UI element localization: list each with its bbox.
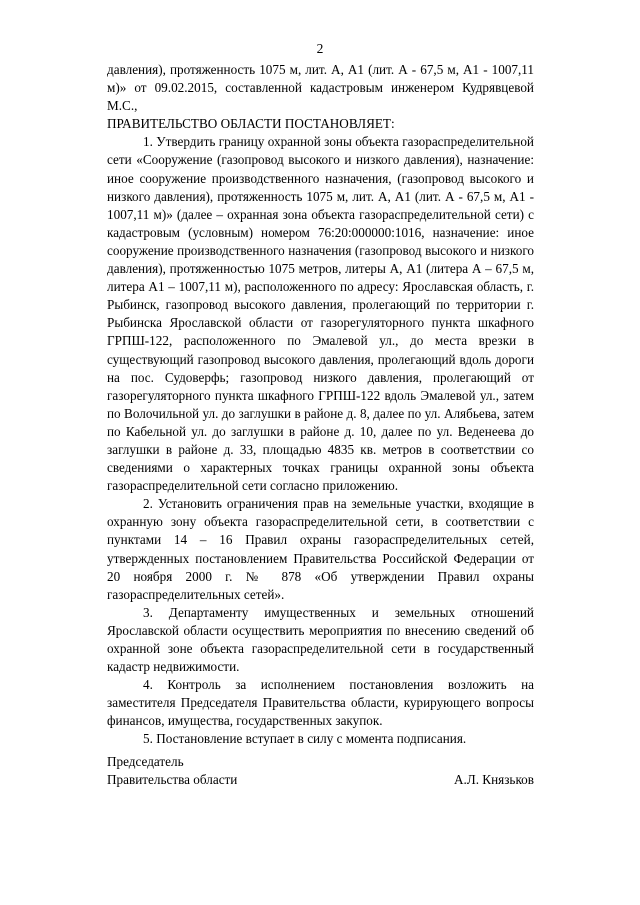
paragraph-intro: давления), протяженность 1075 м, лит. А, А1 (лит. А - 67,5 м, А1 - 1007,11 м)» от 09.02.2015, составленной кадастровым инженером Кудрявцевой М.С., [107,62,534,114]
paragraph-item-5: 5. Постановление вступает в силу с момента подписания. [143,731,467,747]
signature-block [107,753,534,789]
paragraph-resolves: ПРАВИТЕЛЬСТВО ОБЛАСТИ ПОСТАНОВЛЯЕТ: [107,116,395,132]
paragraph-item-3: 3. Департаменту имущественных и земельных отношений Ярославской области осуществить мероприятия по внесению сведений об охранной зоне объекта газораспределительной сети в государственный кадастр недвижимости. [107,604,534,675]
signature-line [107,771,534,789]
paragraph-item-4: 4. Контроль за исполнением постановления возложить на заместителя Председателя Правительства области, курирующего вопросы финансов, имущества, государственных закупок. [107,677,534,729]
page-number: 2 [316,41,324,56]
paragraph-item-2: 2. Установить ограничения прав на земельные участки, входящие в охранную зону объекта газораспределительной сети, в соответствии с пунктами 14 – 16 Правил охраны газораспределительных сетей, утвержденных постановлением Правительства Российской Федерации от 20 ноября 2000 г. № 878 «Об утверждении Правил охраны газораспределительных сетей». [107,496,534,602]
signature-title-line-2: Правительства области [107,772,238,788]
signature-name: А.Л. Князьков [453,772,534,788]
signature-title-line-1: Председатель [107,754,184,769]
paragraph-item-1: 1. Утвердить границу охранной зоны объекта газораспределительной сети «Сооружение (газопровод высокого и низкого давления), назначение: иное сооружение производственного назначения, (газопровод высокого и низкого давления), протяженность 1075 м, лит. А, А1 (лит. А - 67,5 м, А1 - 1007,11 м)» (далее – охранная зона объекта газораспределительной сети) с кадастровым (условным) номером 76:20:000000:1016, назначение: иное сооружение производственного назначения (газопровод высокого и низкого давления), протяженностью 1075 метров, литеры А, А1 (литера А – 67,5 м, литера А1 – 1007,11 м), расположенного по адресу: Ярославская область, г. Рыбинск, газопровод высокого давления, пролегающий по территории г. Рыбинска Ярославской области от газорегуляторного пункта шкафного ГРПШ-122, расположенного по Эмалевой ул., до места врезки в существующий газопровод высокого давления, пролегающий вдоль дороги на пос. Судоверфь; газопровод низкого давления, пролегающий от газорегуляторного пункта шкафного ГРПШ-122 вдоль Эмалевой ул., затем по Волочильной ул. до заглушки в районе д. 8, далее по ул. Алябьева, затем по Кабельной ул. до заглушки в районе д. 10, далее по ул. Веденеева до заглушки в районе д. 33, площадью 4835 кв. метров в соответствии со сведениями о характерных точках границы охранной зоны объекта газораспределительной сети согласно приложению. [107,134,534,494]
document-body [107,61,534,749]
